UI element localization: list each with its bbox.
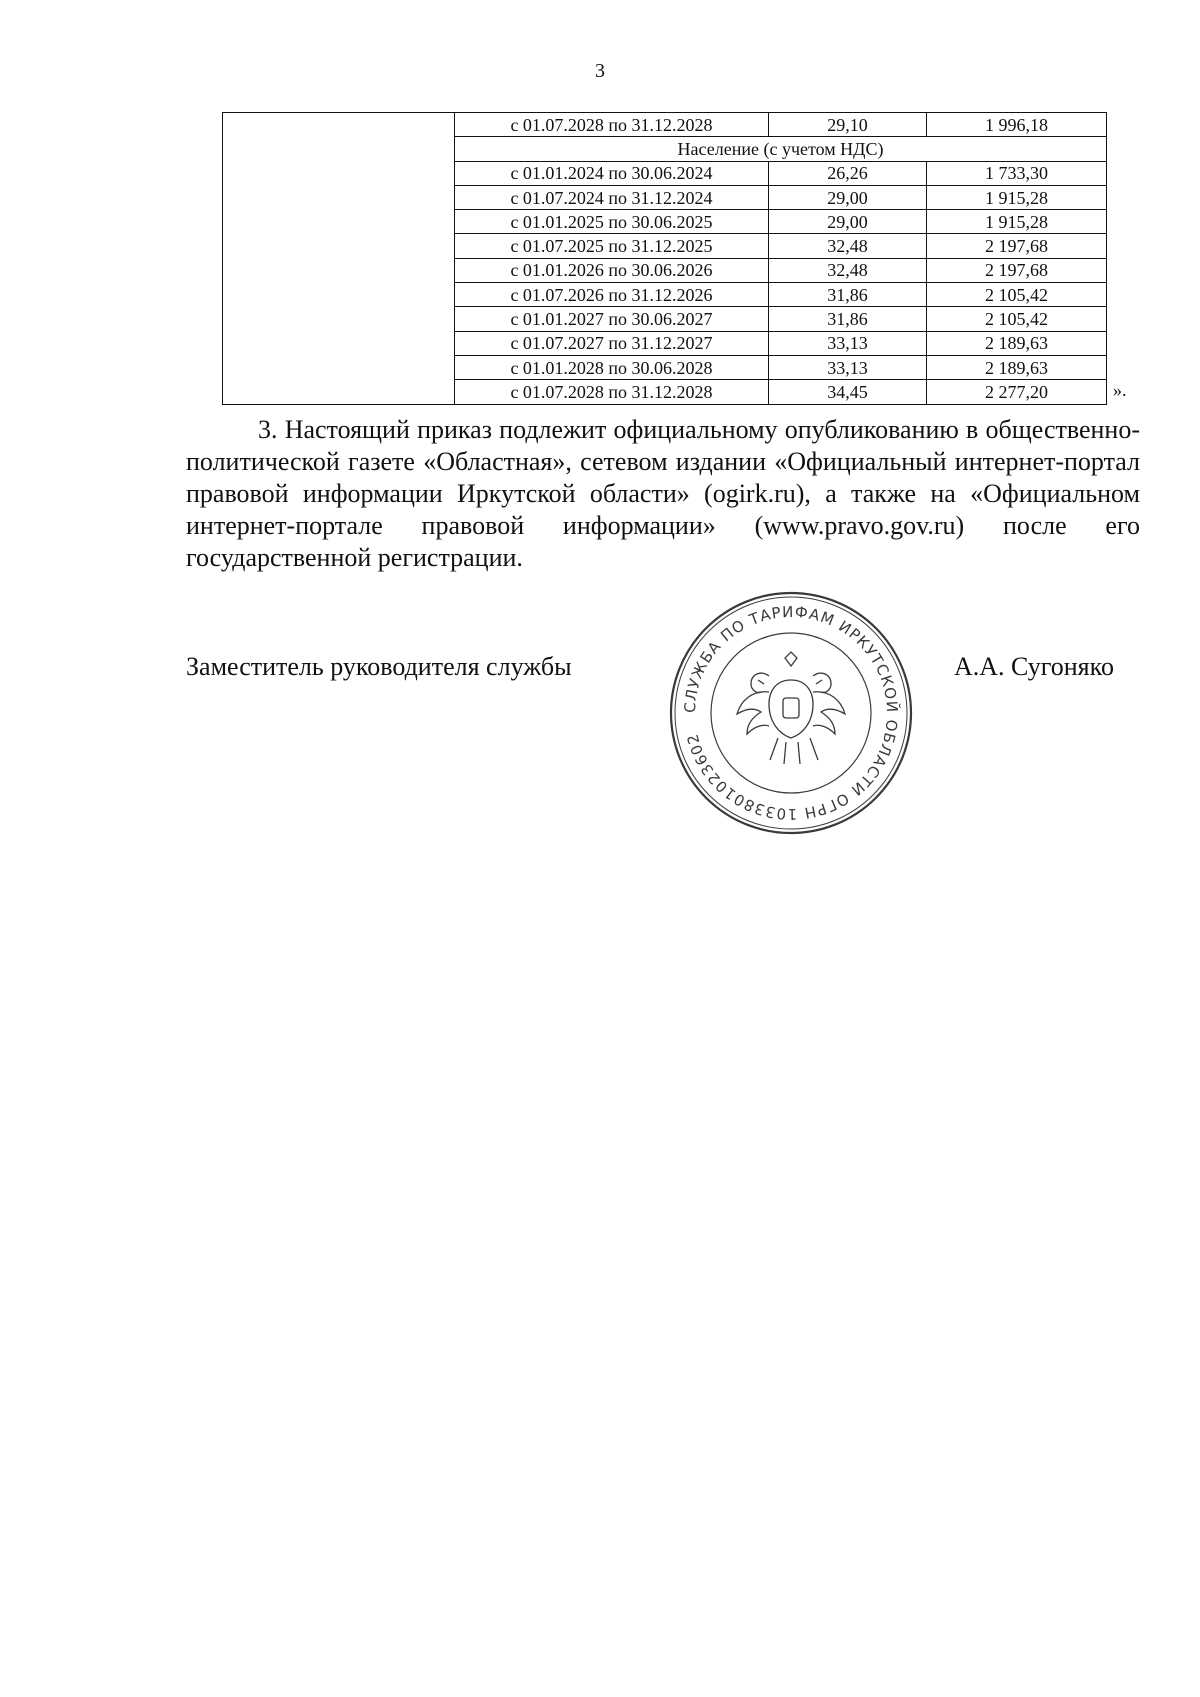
value-cell: 2 277,20 (927, 380, 1107, 404)
period-cell: с 01.01.2028 по 30.06.2028 (455, 355, 769, 379)
value-cell: 2 105,42 (927, 283, 1107, 307)
table-blank-cell (223, 113, 455, 405)
rate-cell: 29,00 (769, 185, 927, 209)
signer-name: А.А. Сугоняко (954, 652, 1114, 681)
value-cell: 2 197,68 (927, 234, 1107, 258)
seal-inner-ring (711, 633, 871, 793)
period-cell: с 01.07.2028 по 31.12.2028 (455, 380, 769, 404)
period-cell: с 01.07.2028 по 31.12.2028 (455, 113, 769, 137)
period-cell: с 01.07.2027 по 31.12.2027 (455, 331, 769, 355)
tariff-table-body (223, 113, 1107, 405)
official-seal (666, 588, 916, 838)
rate-cell: 32,48 (769, 234, 927, 258)
table-row (223, 113, 1107, 137)
value-cell: 2 197,68 (927, 258, 1107, 282)
rate-cell: 33,13 (769, 331, 927, 355)
value-cell: 1 733,30 (927, 161, 1107, 185)
tariff-table (222, 112, 1107, 405)
rate-cell: 34,45 (769, 380, 927, 404)
rate-cell: 32,48 (769, 258, 927, 282)
table-closing-quote: ». (1113, 380, 1127, 400)
period-cell: с 01.01.2024 по 30.06.2024 (455, 161, 769, 185)
value-cell: 2 105,42 (927, 307, 1107, 331)
section-header-cell: Население (с учетом НДС) (455, 137, 1107, 161)
value-cell: 1 915,28 (927, 185, 1107, 209)
seal-ring-text: СЛУЖБА ПО ТАРИФАМ ИРКУТСКОЙ ОБЛАСТИ ОГРН 1033801023602 (680, 602, 902, 824)
period-cell: с 01.07.2026 по 31.12.2026 (455, 283, 769, 307)
period-cell: с 01.01.2027 по 30.06.2027 (455, 307, 769, 331)
seal-outer-ring (671, 593, 911, 833)
value-cell: 2 189,63 (927, 355, 1107, 379)
value-cell: 1 915,28 (927, 210, 1107, 234)
paragraph-3: 3. Настоящий приказ подлежит официальному опубликованию в общественно-политической газете «Областная», сетевом издании «Официальный интернет-портал правовой информации Иркутской области» (ogirk.ru), а также на «Официальном интернет-портале правовой информации» (www.pravo.gov.ru) после его государственной регистрации. (186, 415, 1140, 572)
double-headed-eagle-emblem (737, 652, 845, 764)
period-cell: с 01.01.2026 по 30.06.2026 (455, 258, 769, 282)
period-cell: с 01.07.2025 по 31.12.2025 (455, 234, 769, 258)
page-number: 3 (595, 60, 605, 82)
rate-cell: 26,26 (769, 161, 927, 185)
rate-cell: 31,86 (769, 283, 927, 307)
rate-cell: 29,10 (769, 113, 927, 137)
seal-outer-ring-inner (675, 597, 907, 829)
signer-title: Заместитель руководителя службы (186, 652, 572, 681)
period-cell: с 01.01.2025 по 30.06.2025 (455, 210, 769, 234)
rate-cell: 29,00 (769, 210, 927, 234)
value-cell: 2 189,63 (927, 331, 1107, 355)
period-cell: с 01.07.2024 по 31.12.2024 (455, 185, 769, 209)
value-cell: 1 996,18 (927, 113, 1107, 137)
rate-cell: 31,86 (769, 307, 927, 331)
rate-cell: 33,13 (769, 355, 927, 379)
